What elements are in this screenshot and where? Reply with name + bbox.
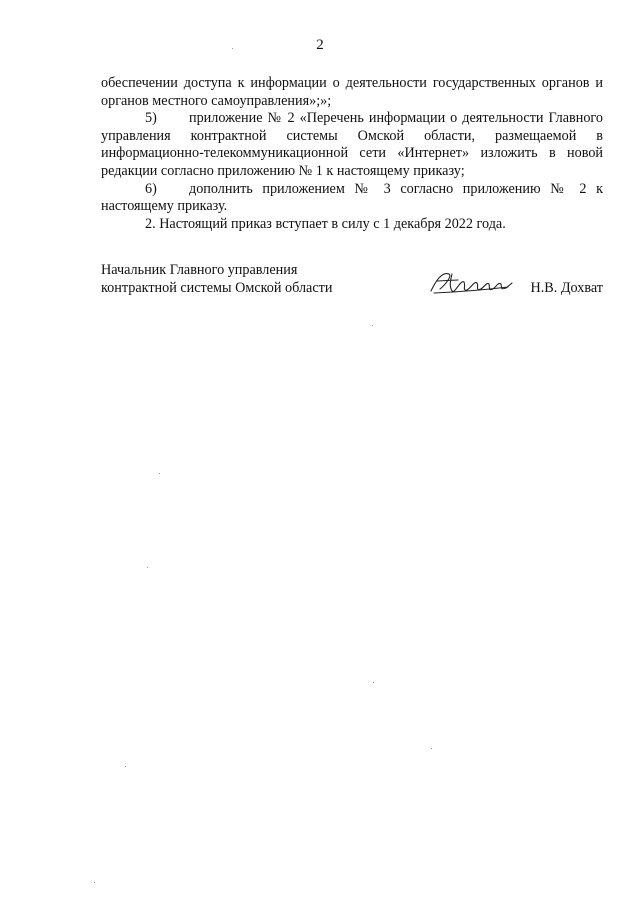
paragraph-continuation: обеспечении доступа к информации о деятельности государственных органов и органов местного самоуправления»;»; [101, 75, 603, 109]
scan-speck [147, 567, 148, 568]
document-body [101, 75, 603, 233]
scan-speck [373, 682, 374, 683]
scan-speck [159, 473, 160, 474]
list-item-5 [101, 110, 603, 180]
scan-speck [431, 748, 432, 749]
list-item-6-text: дополнить приложением № 3 согласно приложению № 2 к настоящему приказу. [101, 180, 603, 215]
list-item-6 [101, 181, 603, 216]
list-item-5-text: приложение № 2 «Перечень информации о деятельности Главного управления контрактной системы Омской области, размещаемой в информационно-телекоммуникационной сети «Интернет» изложить в новой редакции согласно приложению № 1 к настоящему приказу; [101, 110, 603, 179]
scan-speck [232, 48, 233, 49]
list-item-5-number: 5) [145, 110, 157, 127]
list-item-6-number: 6) [145, 180, 157, 197]
handwritten-signature [428, 268, 514, 298]
signatory-title-line-2: контрактной системы Омской области [101, 279, 333, 296]
scan-speck [125, 766, 126, 767]
signatory-title-line-1: Начальник Главного управления [101, 262, 298, 278]
scan-speck [372, 325, 373, 326]
scan-speck [94, 882, 95, 883]
paragraph-2: 2. Настоящий приказ вступает в силу с 1 декабря 2022 года. [145, 215, 506, 232]
signatory-name: Н.В. Дохват [530, 279, 603, 296]
page-number: 2 [316, 37, 324, 53]
signature-block [101, 262, 603, 297]
